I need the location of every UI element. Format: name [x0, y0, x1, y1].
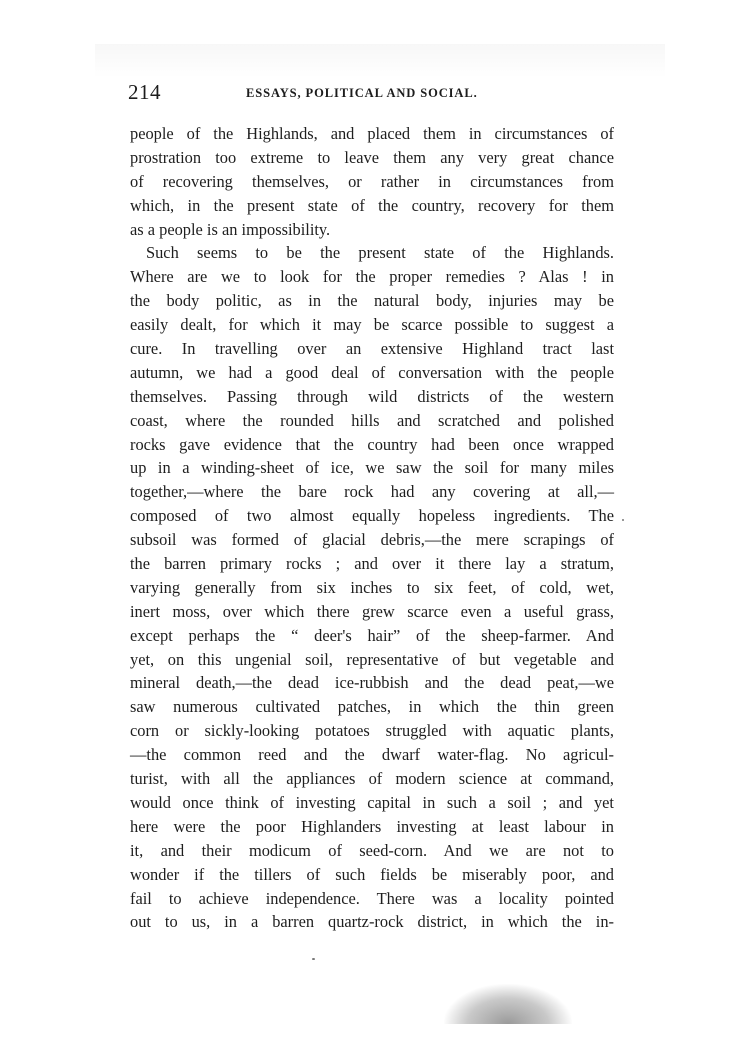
text-line: which, in the present state of the country, recovery for them — [130, 195, 614, 215]
page-header — [128, 80, 614, 110]
text-line: up in a winding-sheet of ice, we saw the soil for many miles — [130, 458, 614, 478]
text-line: saw numerous cultivated patches, in which the thin green — [130, 697, 614, 717]
text-line: corn or sickly-looking potatoes struggled with aquatic plants, — [130, 721, 614, 741]
running-head: ESSAYS, POLITICAL AND SOCIAL. — [246, 86, 478, 100]
ink-speck — [622, 519, 624, 521]
text-line: together,—where the bare rock had any covering at all,— — [130, 482, 614, 502]
text-line: autumn, we had a good deal of conversation with the people — [130, 362, 614, 382]
text-line: people of the Highlands, and placed them in circumstances of — [130, 124, 614, 143]
text-line: themselves. Passing through wild districts of the western — [130, 386, 614, 406]
text-line: mineral death,—the dead ice-rubbish and the dead peat,—we — [130, 673, 614, 693]
text-line: —the common reed and the dwarf water-flag. No agricul- — [130, 745, 614, 765]
text-line: the body politic, as in the natural body, injuries may be — [130, 291, 614, 311]
text-line: the barren primary rocks ; and over it there lay a stratum, — [130, 554, 614, 574]
text-line: inert moss, over which there grew scarce even a useful grass, — [130, 601, 614, 621]
text-line: out to us, in a barren quartz-rock district, in which the in- — [130, 912, 614, 932]
scan-shadow — [95, 44, 665, 78]
text-line: of recovering themselves, or rather in circumstances from — [130, 171, 614, 191]
text-line: Where are we to look for the proper remedies ? Alas ! in — [130, 267, 614, 287]
text-line: prostration too extreme to leave them any very great chance — [130, 147, 614, 167]
body-text — [130, 122, 614, 934]
text-line: varying generally from six inches to six feet, of cold, wet, — [130, 577, 614, 597]
page-number: 214 — [128, 80, 161, 104]
text-line: turist, with all the appliances of modern science at command, — [130, 769, 614, 789]
ink-speck — [312, 958, 315, 960]
text-line: as a people is an impossibility. — [130, 219, 331, 239]
text-line: rocks gave evidence that the country had been once wrapped — [130, 434, 614, 454]
text-line: Such seems to be the present state of the Highlands. — [146, 243, 614, 263]
text-line: composed of two almost equally hopeless ingredients. The — [130, 506, 614, 526]
text-line: easily dealt, for which it may be scarce possible to suggest a — [130, 315, 614, 335]
text-line: would once think of investing capital in such a soil ; and yet — [130, 792, 614, 812]
text-line: except perhaps the “ deer's hair” of the sheep-farmer. And — [130, 625, 614, 645]
text-line: it, and their modicum of seed-corn. And we are not to — [130, 840, 614, 860]
text-line: wonder if the tillers of such fields be miserably poor, and — [130, 864, 614, 884]
text-line: coast, where the rounded hills and scratched and polished — [130, 410, 614, 430]
text-line: cure. In travelling over an extensive Highland tract last — [130, 339, 614, 359]
text-line: yet, on this ungenial soil, representative of but vegetable and — [130, 649, 614, 669]
text-line: fail to achieve independence. There was a locality pointed — [130, 888, 614, 908]
text-line: subsoil was formed of glacial debris,—the mere scrapings of — [130, 530, 614, 550]
text-line: here were the poor Highlanders investing at least labour in — [130, 816, 614, 836]
scan-thumb-shadow — [444, 984, 572, 1024]
